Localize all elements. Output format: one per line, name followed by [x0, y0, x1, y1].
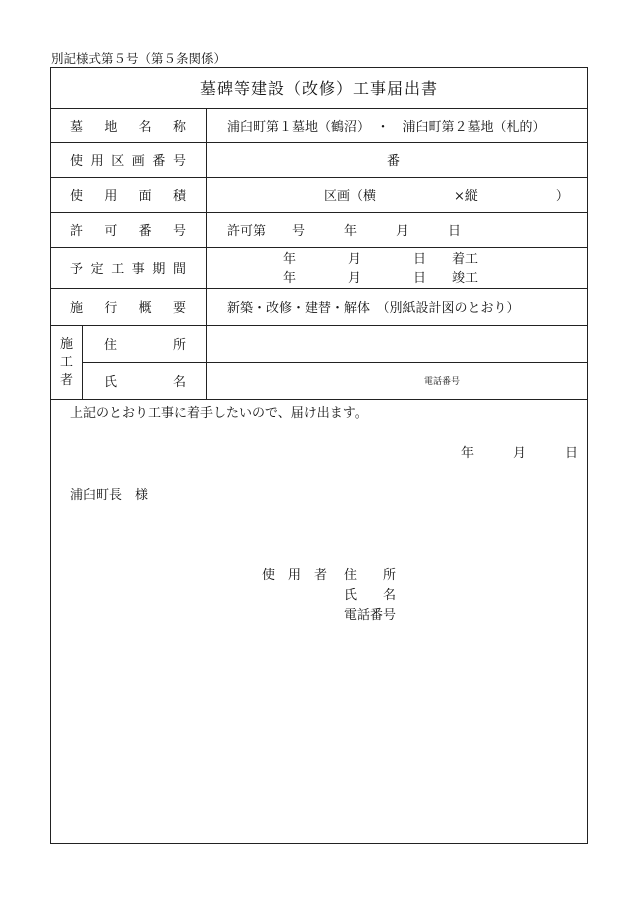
- addressee: 浦臼町長 様: [70, 488, 149, 503]
- applicant-phone-label: 電話番号: [344, 608, 397, 623]
- schedule-start: 年 月 日 着工: [283, 252, 479, 267]
- outline-value: 新築・改修・建替・解体 （別紙設計図のとおり）: [227, 301, 520, 316]
- permit-number-value: 許可第 号 年 月 日: [227, 224, 462, 239]
- area-value: 区画（横 ×縦 ）: [324, 189, 569, 204]
- outline-label: 施 行 概 要: [70, 301, 186, 316]
- area-label: 使 用 面 積: [70, 189, 186, 204]
- contractor-address-label: 住 所: [104, 338, 186, 353]
- cemetery-name-label: 墓 地 名 称: [70, 119, 186, 135]
- rule: [82, 325, 83, 399]
- plot-number-value: 番: [387, 154, 401, 169]
- applicant-name-label: 氏 名: [344, 588, 397, 603]
- schedule-label: 予 定 工 事 期 間: [70, 262, 186, 277]
- plot-number-label: 使 用 区 画 番 号: [70, 154, 186, 169]
- permit-number-label: 許 可 番 号: [70, 224, 186, 239]
- cemetery-name-value: 浦臼町第１墓地（鶴沼） ・ 浦臼町第２墓地（札的）: [227, 119, 546, 135]
- schedule-end: 年 月 日 竣工: [283, 271, 479, 286]
- applicant-role: 使 用 者: [262, 568, 328, 583]
- contractor-phone-label: 電話番号: [424, 377, 461, 387]
- document-title: 墓碑等建設（改修）工事届出書: [199, 79, 438, 98]
- statement-text: 上記のとおり工事に着手したいので、届け出ます。: [70, 406, 368, 421]
- applicant-address-label: 住 所: [344, 568, 397, 583]
- contractor-name-label: 氏 名: [104, 375, 186, 390]
- form-reference: 別記様式第５号（第５条関係）: [51, 51, 227, 66]
- submission-date: 年 月 日: [461, 446, 579, 461]
- contractor-label: 施 工 者: [59, 336, 73, 388]
- rule: [50, 399, 588, 400]
- rule: [206, 108, 207, 399]
